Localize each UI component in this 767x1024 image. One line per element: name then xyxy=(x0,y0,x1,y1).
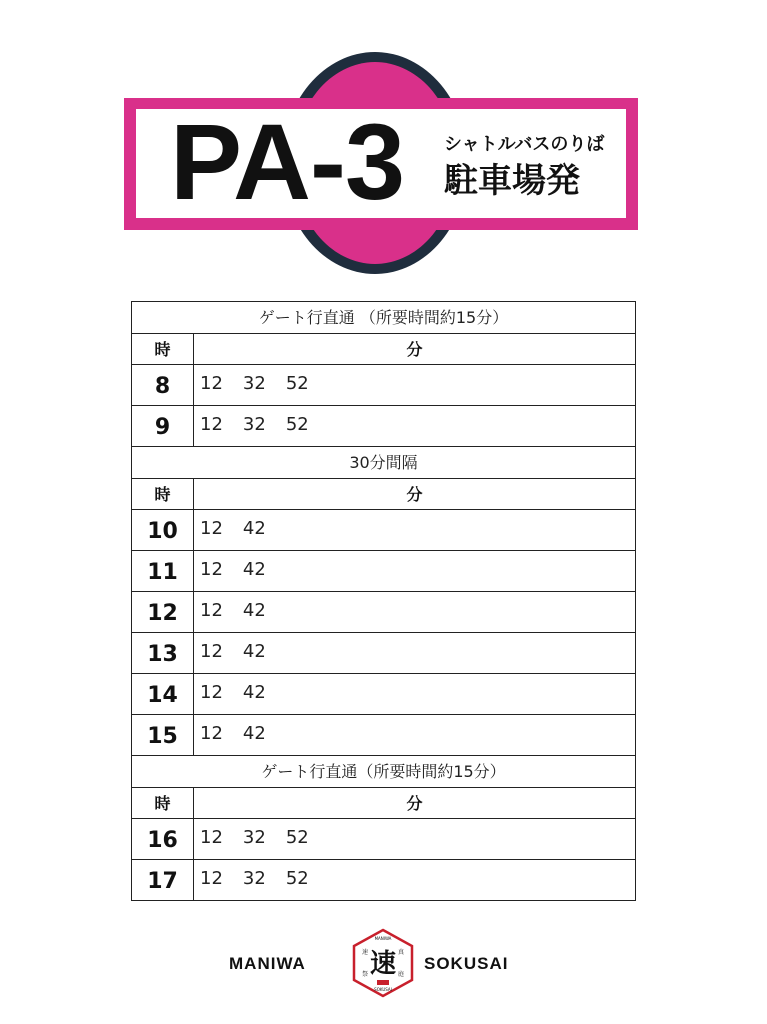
minute-value: 42 xyxy=(242,600,266,621)
minutes-cell xyxy=(194,592,635,632)
minute-value: 42 xyxy=(242,518,266,539)
hour-cell: 14 xyxy=(132,674,194,714)
minutes-cell xyxy=(194,365,635,405)
minute-value: 12 xyxy=(200,868,223,889)
minute-value: 12 xyxy=(200,827,223,848)
table-row xyxy=(132,859,635,900)
minute-column-header: 分 xyxy=(406,794,423,813)
timetable xyxy=(131,301,636,901)
minute-value: 32 xyxy=(242,868,266,889)
emblem-text-bottom: SOKUSAI xyxy=(374,987,392,992)
minutes-cell xyxy=(194,819,635,859)
column-header-row xyxy=(132,333,635,364)
hour-cell: 16 xyxy=(132,819,194,859)
minute-value: 42 xyxy=(242,682,266,703)
table-row xyxy=(132,714,635,755)
hour-cell: 12 xyxy=(132,592,194,632)
emblem-char: 速 xyxy=(369,949,397,979)
minute-value: 42 xyxy=(242,559,266,580)
minute-value: 12 xyxy=(200,559,223,580)
footer xyxy=(0,926,767,996)
minutes-cell xyxy=(194,715,635,755)
minute-column-header: 分 xyxy=(406,485,423,504)
minutes-cell xyxy=(194,510,635,550)
table-row xyxy=(132,509,635,550)
emblem-text-top: MANIWA xyxy=(374,936,392,941)
sign-header xyxy=(0,0,767,290)
emblem-char-4: 祭 xyxy=(361,971,369,978)
minute-column-header: 分 xyxy=(406,340,423,359)
minute-value: 12 xyxy=(200,414,223,435)
hour-cell: 9 xyxy=(132,406,194,446)
emblem-char-2: 真 xyxy=(397,949,405,956)
table-row xyxy=(132,405,635,446)
minute-value: 12 xyxy=(200,723,223,744)
minute-value: 12 xyxy=(200,600,223,621)
hexagon-emblem-icon xyxy=(351,928,415,998)
table-row xyxy=(132,818,635,859)
table-row xyxy=(132,591,635,632)
minutes-cell xyxy=(194,860,635,900)
stop-code: PA-3 xyxy=(170,101,405,222)
section-note: 30分間隔 xyxy=(349,453,418,472)
minute-value: 42 xyxy=(242,723,266,744)
minute-value: 52 xyxy=(285,414,309,435)
table-row xyxy=(132,673,635,714)
hour-cell: 8 xyxy=(132,365,194,405)
minutes-cell xyxy=(194,674,635,714)
section-note-row xyxy=(132,755,635,787)
minutes-cell xyxy=(194,551,635,591)
section-note-row xyxy=(132,302,635,333)
brand-right: SOKUSAI xyxy=(424,954,509,973)
minute-value: 32 xyxy=(242,373,266,394)
minute-value: 52 xyxy=(285,868,309,889)
minute-value: 12 xyxy=(200,373,223,394)
emblem-char-1: 速 xyxy=(361,949,369,956)
minute-value: 42 xyxy=(242,641,266,662)
minute-value: 32 xyxy=(242,414,266,435)
minutes-cell xyxy=(194,406,635,446)
section-note: ゲート行直通 （所要時間約15分） xyxy=(258,308,509,327)
table-row xyxy=(132,632,635,673)
hour-cell: 15 xyxy=(132,715,194,755)
minute-value: 32 xyxy=(242,827,266,848)
minute-value: 12 xyxy=(200,641,223,662)
column-header-row xyxy=(132,787,635,818)
table-row xyxy=(132,550,635,591)
stop-destination: 駐車場発 xyxy=(444,161,580,201)
hour-cell: 10 xyxy=(132,510,194,550)
hour-column-header: 時 xyxy=(132,479,194,509)
section-note: ゲート行直通（所要時間約15分） xyxy=(261,762,506,781)
minute-value: 52 xyxy=(285,827,309,848)
hour-column-header: 時 xyxy=(132,788,194,818)
emblem-char-3: 庭 xyxy=(397,971,405,978)
hour-cell: 11 xyxy=(132,551,194,591)
minute-value: 12 xyxy=(200,682,223,703)
section-note-row xyxy=(132,446,635,478)
minute-value: 12 xyxy=(200,518,223,539)
stop-subtitle: シャトルバスのりば xyxy=(444,134,605,155)
minute-value: 52 xyxy=(285,373,309,394)
table-row xyxy=(132,364,635,405)
minutes-cell xyxy=(194,633,635,673)
hour-cell: 17 xyxy=(132,860,194,900)
hour-cell: 13 xyxy=(132,633,194,673)
hour-column-header: 時 xyxy=(132,334,194,364)
column-header-row xyxy=(132,478,635,509)
brand-left: MANIWA xyxy=(229,954,306,973)
